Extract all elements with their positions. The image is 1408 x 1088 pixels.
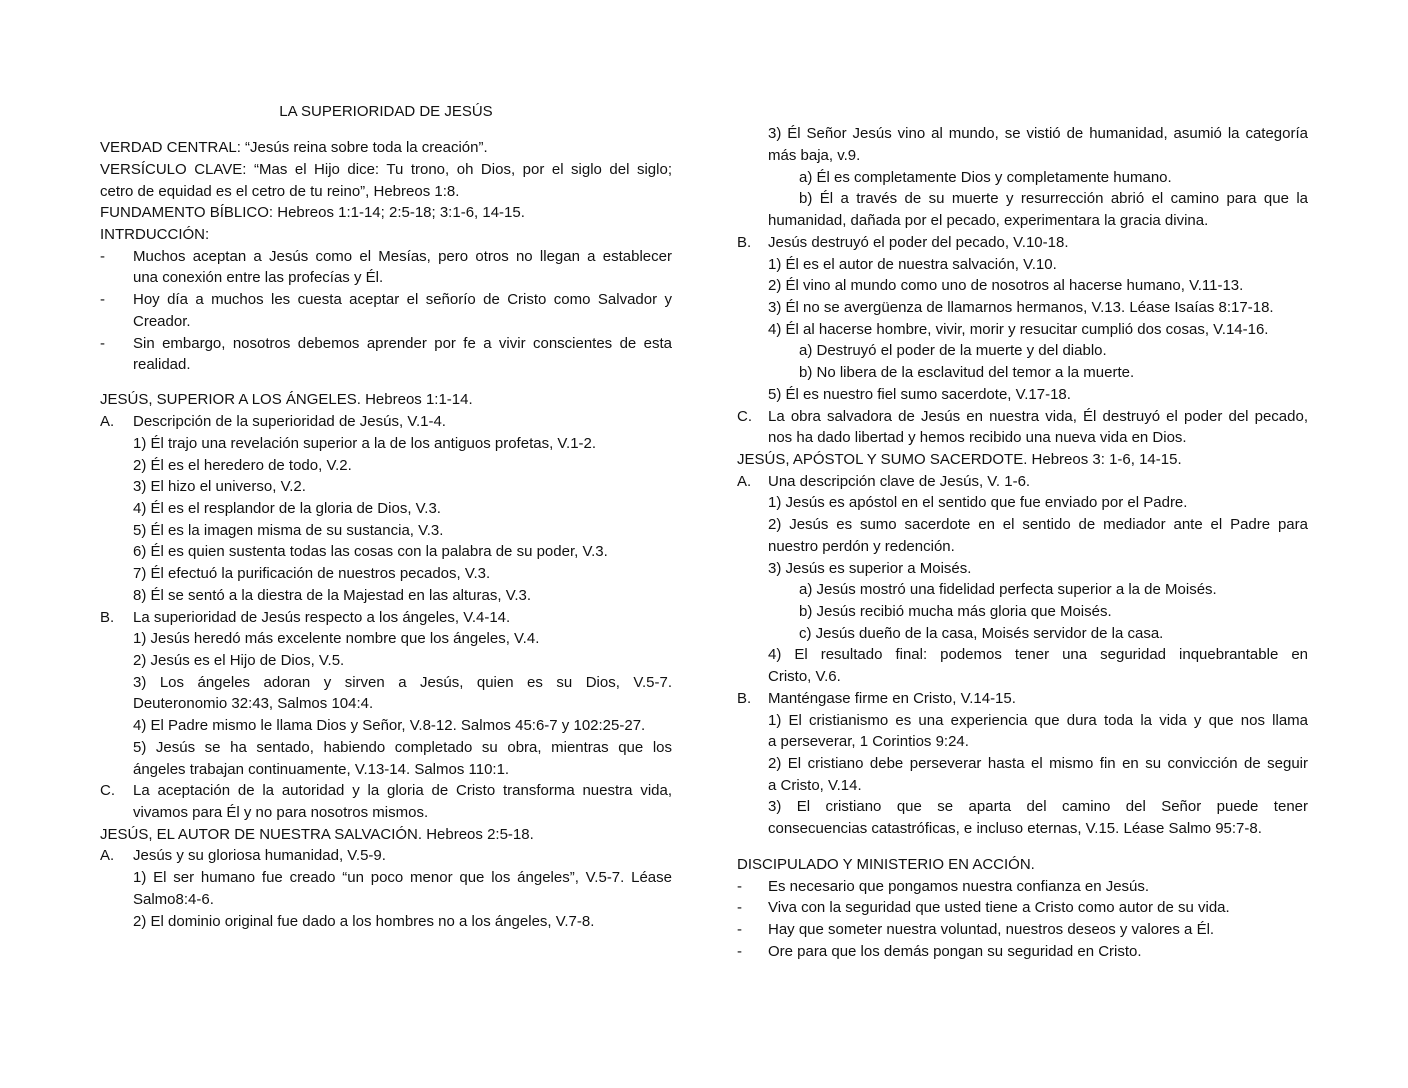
text-line: realidad. — [133, 356, 191, 373]
text-line: cetro de equidad es el cetro de tu reino”, Hebreos 1:8. — [100, 183, 460, 200]
text-line: ángeles trabajan continuamente, V.13-14. Salmos 110:1. — [133, 761, 510, 778]
text-line: humanidad, dañada por el pecado, experimentara la gracia divina. — [768, 212, 1209, 229]
text-line: Jesús destruyó el poder del pecado, V.10-18. — [768, 234, 1069, 251]
text-line: 3) Él no se avergüenza de llamarnos hermanos, V.13. Léase Isaías 8:17-18. — [768, 299, 1274, 316]
list-marker: - — [100, 291, 105, 308]
text-line: nos ha dado libertad y hemos recibido una nueva vida en Dios. — [768, 429, 1187, 446]
text-line: a Cristo, V.14. — [768, 777, 862, 794]
text-line: más baja, v.9. — [768, 147, 861, 164]
text-line: 5) Él es nuestro fiel sumo sacerdote, V.17-18. — [768, 386, 1071, 403]
text-line: 5) Él es la imagen misma de su sustancia, V.3. — [133, 522, 444, 539]
list-marker: - — [737, 878, 742, 895]
text-line: 2) Él es el heredero de todo, V.2. — [133, 457, 352, 474]
text-line: JESÚS, EL AUTOR DE NUESTRA SALVACIÓN. Hebreos 2:5-18. — [100, 826, 534, 843]
list-marker: - — [100, 335, 105, 352]
text-line: Viva con la seguridad que usted tiene a Cristo como autor de su vida. — [768, 899, 1230, 916]
text-line: b) No libera de la esclavitud del temor a la muerte. — [799, 364, 1135, 381]
text-line: 6) Él es quien sustenta todas las cosas con la palabra de su poder, V.3. — [133, 543, 608, 560]
text-line: DISCIPULADO Y MINISTERIO EN ACCIÓN. — [737, 856, 1035, 873]
text-line: 2) El dominio original fue dado a los hombres no a los ángeles, V.7-8. — [133, 913, 595, 930]
text-line: 1) Jesús heredó más excelente nombre que los ángeles, V.4. — [133, 630, 540, 647]
text-line: vivamos para Él y no para nosotros mismos. — [133, 804, 429, 821]
text-line: 4) El Padre mismo le llama Dios y Señor, V.8-12. Salmos 45:6-7 y 102:25-27. — [133, 717, 646, 734]
list-marker: A. — [100, 847, 115, 864]
text-line: Ore para que los demás pongan su seguridad en Cristo. — [768, 943, 1142, 960]
text-line: 2) Jesús es sumo sacerdote en el sentido de mediador ante el Padre para — [768, 516, 1308, 533]
text-line: 8) Él se sentó a la diestra de la Majestad en las alturas, V.3. — [133, 587, 532, 604]
list-marker: - — [737, 943, 742, 960]
text-line: Muchos aceptan a Jesús como el Mesías, pero otros no llegan a establecer — [133, 248, 672, 265]
text-line: 1) Él trajo una revelación superior a la de los antiguos profetas, V.1-2. — [133, 435, 597, 452]
text-line: FUNDAMENTO BÍBLICO: Hebreos 1:1-14; 2:5-18; 3:1-6, 14-15. — [100, 204, 525, 221]
text-line: Creador. — [133, 313, 191, 330]
text-line: 3) Él Señor Jesús vino al mundo, se vistió de humanidad, asumió la categoría — [768, 125, 1308, 142]
text-line: 1) El ser humano fue creado “un poco menor que los ángeles”, V.5-7. Léase — [133, 869, 672, 886]
text-line: 5) Jesús se ha sentado, habiendo completado su obra, mientras que los — [133, 739, 672, 756]
text-line: 3) Jesús es superior a Moisés. — [768, 560, 972, 577]
text-line: 7) Él efectuó la purificación de nuestros pecados, V.3. — [133, 565, 491, 582]
text-line: Una descripción clave de Jesús, V. 1-6. — [768, 473, 1031, 490]
list-marker: B. — [100, 609, 115, 626]
list-marker: C. — [737, 408, 752, 425]
text-line: c) Jesús dueño de la casa, Moisés servidor de la casa. — [799, 625, 1164, 642]
text-line: Hay que someter nuestra voluntad, nuestros deseos y valores a Él. — [768, 921, 1215, 938]
text-line: INTRDUCCIÓN: — [100, 226, 210, 243]
list-marker: C. — [100, 782, 115, 799]
text-line: 3) El cristiano que se aparta del camino del Señor puede tener — [768, 798, 1308, 815]
text-line: VERDAD CENTRAL: “Jesús reina sobre toda la creación”. — [100, 139, 488, 156]
text-line: 1) Él es el autor de nuestra salvación, V.10. — [768, 256, 1057, 273]
text-line: Hoy día a muchos les cuesta aceptar el señorío de Cristo como Salvador y — [133, 291, 672, 308]
text-line: 2) Jesús es el Hijo de Dios, V.5. — [133, 652, 345, 669]
list-marker: - — [100, 248, 105, 265]
text-line: Deuteronomio 32:43, Salmos 104:4. — [133, 695, 374, 712]
text-line: Es necesario que pongamos nuestra confianza en Jesús. — [768, 878, 1150, 895]
text-line: La superioridad de Jesús respecto a los ángeles, V.4-14. — [133, 609, 511, 626]
document-title: LA SUPERIORIDAD DE JESÚS — [279, 103, 493, 120]
text-line: 1) El cristianismo es una experiencia que dura toda la vida y que nos llama — [768, 712, 1308, 729]
text-line: b) Jesús recibió mucha más gloria que Moisés. — [799, 603, 1112, 620]
text-line: 4) Él es el resplandor de la gloria de Dios, V.3. — [133, 500, 441, 517]
text-line: 3) El hizo el universo, V.2. — [133, 478, 306, 495]
text-line: Jesús y su gloriosa humanidad, V.5-9. — [133, 847, 386, 864]
list-marker: B. — [737, 234, 752, 251]
text-line: JESÚS, APÓSTOL Y SUMO SACERDOTE. Hebreos 3: 1-6, 14-15. — [737, 451, 1182, 468]
text-line: 4) El resultado final: podemos tener una seguridad inquebrantable en — [768, 646, 1308, 663]
text-line: 1) Jesús es apóstol en el sentido que fue enviado por el Padre. — [768, 494, 1188, 511]
list-marker: - — [737, 899, 742, 916]
text-line: a) Jesús mostró una fidelidad perfecta superior a la de Moisés. — [799, 581, 1217, 598]
text-line: 2) El cristiano debe perseverar hasta el mismo fin en su convicción de seguir — [768, 755, 1308, 772]
text-line: JESÚS, SUPERIOR A LOS ÁNGELES. Hebreos 1:1-14. — [100, 391, 473, 408]
text-line: a perseverar, 1 Corintios 9:24. — [768, 733, 969, 750]
text-line: nuestro perdón y redención. — [768, 538, 955, 555]
text-line: 3) Los ángeles adoran y sirven a Jesús, quien es su Dios, V.5-7. — [133, 674, 672, 691]
text-line: La aceptación de la autoridad y la gloria de Cristo transforma nuestra vida, — [133, 782, 672, 799]
list-marker: A. — [737, 473, 752, 490]
text-line: La obra salvadora de Jesús en nuestra vida, Él destruyó el poder del pecado, — [768, 408, 1308, 425]
text-line: 2) Él vino al mundo como uno de nosotros al hacerse humano, V.11-13. — [768, 277, 1244, 294]
text-line: Manténgase firme en Cristo, V.14-15. — [768, 690, 1016, 707]
text-line: VERSÍCULO CLAVE: “Mas el Hijo dice: Tu trono, oh Dios, por el siglo del siglo; — [100, 161, 672, 178]
list-marker: B. — [737, 690, 752, 707]
text-line: b) Él a través de su muerte y resurrección abrió el camino para que la — [799, 190, 1308, 207]
text-line: Descripción de la superioridad de Jesús, V.1-4. — [133, 413, 446, 430]
list-marker: A. — [100, 413, 115, 430]
text-line: Sin embargo, nosotros debemos aprender por fe a vivir conscientes de esta — [133, 335, 672, 352]
list-marker: - — [737, 921, 742, 938]
text-line: 4) Él al hacerse hombre, vivir, morir y resucitar cumplió dos cosas, V.14-16. — [768, 321, 1269, 338]
text-line: a) Él es completamente Dios y completamente humano. — [799, 169, 1172, 186]
text-line: Salmo8:4-6. — [133, 891, 214, 908]
text-line: a) Destruyó el poder de la muerte y del diablo. — [799, 342, 1107, 359]
text-line: consecuencias catastróficas, e incluso eternas, V.15. Léase Salmo 95:7-8. — [768, 820, 1262, 837]
text-line: una conexión entre las profecías y Él. — [133, 269, 384, 286]
text-line: Cristo, V.6. — [768, 668, 841, 685]
